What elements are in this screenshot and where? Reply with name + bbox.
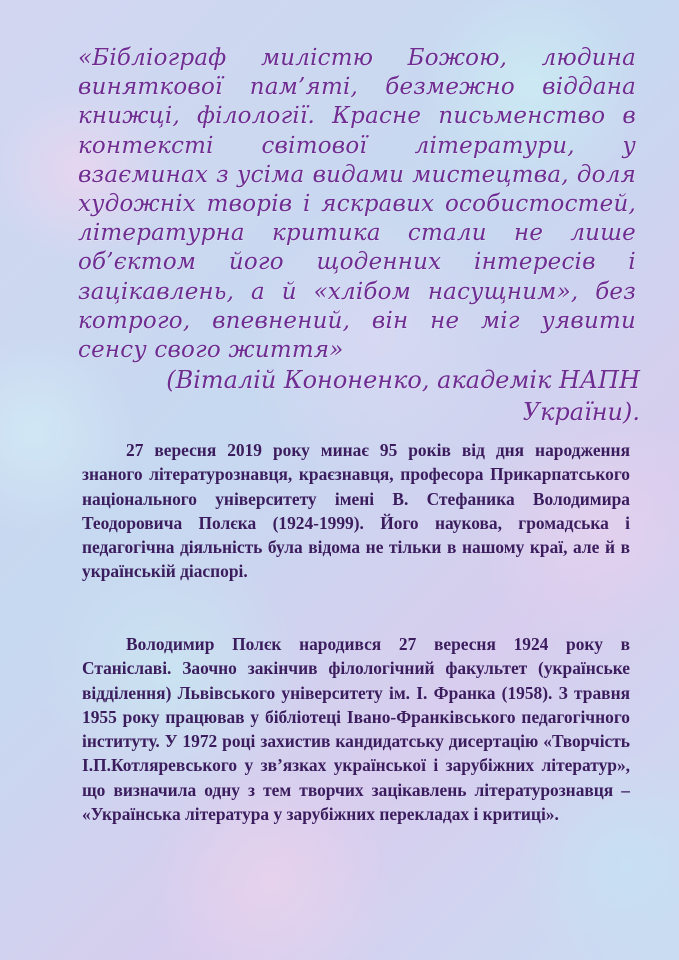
epigraph-attribution: (Віталій Кононенко, академік НАПН України).: [166, 366, 640, 426]
paragraph-biography: Володимир Полєк народився 27 вересня 1924 року в Станіславі. Заочно закінчив філологічний факультет (українське відділення) Львівського університету ім. І. Франка (1958). З травня 1955 року працював у бібліотеці Івано-Франківського педагогічного інституту. У 1972 році захистив кандидатську дисертацію «Творчість І.П.Котляревського у зв’язках української і зарубіжних літератур», що визначила одну з тем творчих зацікавлень літературознавця – «Українська література у зарубіжних перекладах і критиці».: [82, 634, 630, 825]
paragraph-anniversary: 27 вересня 2019 року минає 95 років від дня народження знаного літературознавця, краєзнавця, професора Прикарпатського національного університету імені В. Стефаника Володимира Теодоровича Полєка (1924-1999). Його наукова, громадська і педагогічна діяльність була відома не тільки в нашому краї, але й в українській діаспорі.: [82, 440, 630, 582]
epigraph-quote: «Бібліограф милістю Божою, людина виняткової пам’яті, безмежно віддана книжці, філології. Красне письменство в контексті світової літератури, у взаєминах з усіма видами мистецтва, доля художніх творів і яскравих особистостей, літературна критика стали не лише об’єктом його щоденних інтересів і зацікавлень, а й «хлібом насущним», без котрого, впевнений, він не міг уявити сенсу свого життя»: [78, 45, 636, 364]
